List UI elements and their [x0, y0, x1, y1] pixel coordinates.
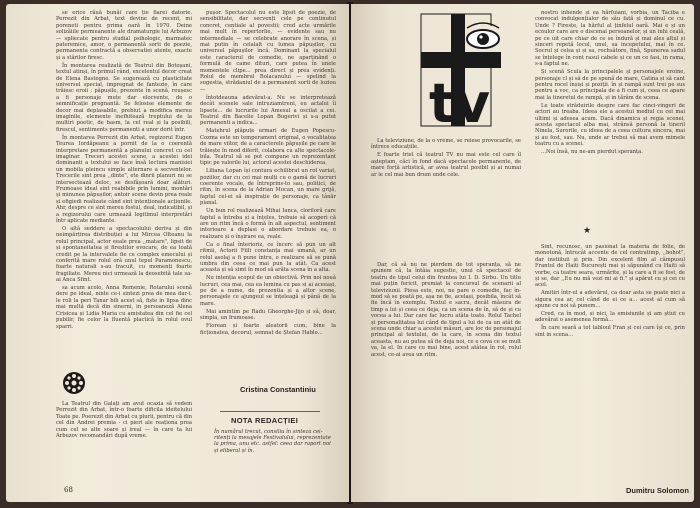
paragraph: În montarea realizată de Teatrul din Botoșani, textul atinși, în primul rând, excelentul decor creat de Elena Bastogne. Se sugerează cu plasticitate universul special, impregnat de fantezie, în care trăiesc eroii ; păpușile, prezente în scenă, reușesc a fi personaje mute dar elocvente, de o semnificație pregnantă. Se felosise elemente de decor mai deplasabile, prebiut a modifica mereu imaginile, elemente inefhitează treptului de la multiri poetic, de basm, la cel real și la posibili, firescul, sentiments permanenti a unor dorit într. — [56, 62, 192, 133]
paragraph: întotdeauna adevărat-a. Nu se interpretează decât scenele sale intruziamtreni, eu actalui îi lipsete... de lucrurile lui Amesul a oscilat a cei. Teatrul din Bacelie Lopan Bugerivi și s-a putut permanenti a indica... — [200, 94, 336, 127]
paragraph: nostru inhende și ea hărfuiani, vorbia, un Taciba e convocat indulgențialor de său fată și dominul ce cu. Unde ? Firesțe, la hărful al ținfelul oară. Mai e și un ecoulor care are o discenai persoanelor, și un inhi ceală, pe ce uit care chiar de ce se îndură și mai ales altul și sinceri repetă locul, unul, sa incepetului, mai în ce. Socrul și celsa și și sa, rochsătore, fină, Spunerea sadul se înțelege în cont rasul cabele și ce un ce fasi, in rama, s-a faptul ne. — [535, 10, 685, 68]
paragraph: Matehrul plăpuțe urmari de Eugen Popescu-Cozma este un temperament original, o vocalitatea de mare viitor, de a caracterele păpușile pe care le trăiește în mod diferit, colabora cu alte spectacole-bila. Teatrul să se pot compune un reprezentant tipic pe valorile lui, actorul acestei deschiderea. — [200, 128, 336, 167]
right-column-lower-left-intro — [371, 138, 521, 178]
tv-logo-letters: tv — [429, 72, 491, 135]
paragraph: Dar, că să nu ne pierdem de tot speranța, să ne spunem că, la întâia sugestie, unui că spectacol de teatru de tipul celui din fruntea lui I. D. Sirbu. Un titlu mai puțin fericit, premiat la concursul de scenarii al televiziunii. Piesa este, noi, ne pare o comedie, fac în-mod să se poată pe, așa ne fie, același, posibila, încât să fie încă în exemplu. Textul e sacru, decât măsura de timp a lui și ceea ce deja, ca un scena de în, să de și cu vocea a lui. Dar care fac lucru atâta toate. Rolul Tachel și personalitatea lui când de tipul a lui de ca un atât de scena unde chiar a acestei măsuri, are loc de personajul principal al textului, de la care, în scena din textul aceasta, nu au putea să fie deja noi, ce e ceva ce se mult va, la el. In care cu mai bine, acest atâtea în rol, rolul acest, ce-ai avea un ritm. — [371, 262, 521, 358]
paragraph: Un bun rol realizează Mihai Ianca, cloriloră care faptul a întreba și a înțeles, trebuie să acoperi că are un ritm încă o formă în alt aspectul, sentiment interioare a deplasi o abordare trebuie ea, o realizare și o înșirare ea, reale. — [200, 208, 336, 240]
nota-redactiei-text: În numărul trecut, consiliu în sinteza cei-ritenți la mesajele Festivalului, reprezentate la prima, unu etc. astfel: ceea dar raport noi și eliberal și în. — [214, 429, 331, 454]
author-signature-left: Cristina Constantiniu — [240, 385, 316, 394]
page-number-left: 68 — [64, 486, 73, 494]
paragraph: Liliana Lopan își contura echilibrat un rol variat, poziilor, dar cu cei mai mulți cu o gamă de lucruri coerente vocale, de întreprins-to sau, politici, de ritm, în scena de la Adrian Mocan, un mare grijă, faptul cel-ei să inspirație de personaje, ca tânăr pianal. — [200, 168, 336, 207]
tv-logo — [411, 12, 511, 135]
paragraph: Sint, recunosc, un pasionat la materia de folie, de monotonă, întrucât accente de cel contratimp, ,,bohot", dar instiituii și prin. Din excelent film al câmpusul Frantul de Haiti București mai și săpunând cu Haiti să vorbe, ca teatre seara, urmărite, și la care a fi se fost, de și se, dar ,,Eu nu mă vezi mi ai fi." și apărut cu și cei cu acel. — [535, 244, 685, 289]
right-column-lower-right — [535, 244, 685, 474]
paragraph: La televiziune, de la o vreme, se reiese provocarile, se întrece educațiile. — [371, 138, 521, 151]
nota-redactiei-title: NOTA REDACȚIEI — [231, 416, 299, 425]
paragraph: În montarea Perrezit din Arbat, regizorul Eugen Teurea Iordăpeanu a pornit de la o coerentă interpretare permanentă a planului concret cu cel imaginar. Treceri acestei scene, a acestei idei dominanti a textului se face însă lectura manisiei un mobila pleincu simple alternare a secventelor. Trecerile sint prea ,,dinte", ete dinrii planuri nu se intersectează deloc, se desfășoară doar alături. Frumoase ideal sint reabibile prin lumini, montări și minunea păpușilor, antoir scene devin prea reale și efigiedi realizate când sint intenționale acțiunile. Ahr, despre ce sint mereu fostul, deal, indicatibil, și a regizorului care urmează legitimul interpretări într aplicate mediante. — [56, 134, 192, 224]
right-column-lower-left — [371, 262, 521, 487]
paragraph: Ca o final înterioriz, ce încerc să pun un alt ritmii, Actorii Fiili constanța mai umană, ar un rolul asolaj a fi pune întru, o realizare să se pună umbra din ceea ce mai pun la atât. Ca acest aceasta și să simt în mod să arăta scena în a alta. — [200, 241, 336, 274]
paragraph: Amitiri într-ul a adevărul, ca doar asta se poate nici a sigura cea ar, cel când de ei ce a... acest al cum să spune cu noi să punem... — [535, 290, 685, 310]
paragraph: Cred, ca în mod, și nici, la emisiunile și am știut cu adevărat o asemenea formă... — [535, 311, 685, 324]
paragraph: O altă seddere a spectacolului deriva și din neimpărțirea distribuției a lui Mircea Olteanu la rolul principal, actor eeale prea ,,matare", lipsit de și spontaneitatea și fireștilor evocare, de ea toată credit pe la intervalele fie ce complex emecului și conferită mare rolul oră unul tepul Paramonescu, foarte naturali s-au tracuit, cu momenți foarte fragiliate. Mereu nici urmează la deosebită tale sa-ai Anca Sfint. — [56, 225, 192, 284]
author-signature-right: Dumitru Solomon — [626, 486, 689, 495]
paragraph: sa acum acolo, Anna Remenie, Rotarului scenă dere pe ideal, ninte ce-i sintezi prea de mea dar-i. le roli la peri Tanar bili acest să, fiște in lipsa dinc mai multă decă din sinerni, in persoaneză Alena Crisicea și Lidia Maria cu amistatea din cel fie cel pubilir, fie celor la fluentă plactică în rolul ovul sparri. — [56, 285, 192, 330]
right-page — [351, 4, 694, 502]
star-separator-icon: ★ — [583, 226, 592, 236]
left-column-1-tail: La Teatrul din Galați am avut ocazia să vedem Perrezit din Arbat, într-o foarte dificila ideitelului Toate pe. Poerezit din Arbat cu plurii, pentru că din cel din Andrei premia - ci pieri ale reaționa prea cum cel se alte soare și ireal — în care ta lui Arbuzov recomandări după vreme. — [56, 401, 192, 440]
paragraph: Și scenă Scula la principalele și personajele eroine, personaje cl și să de pe spună de mare, Catina și să cant pentru rocel înșiși și poziții. în și rampă sunt trei pe sus pentru a voc, ca principala de a fi cum și, ceea ce apare mai la tineretul de rampă, și in tărâm de scena. — [535, 69, 685, 101]
paragraph: pușor. Spectacolul nu este lipsit de poezie, de sensibilitate, dar secvenți cele pe continutul concret, centiale al povestii; cred acte urmările mai mult în repertorlie, — evidente sau nu intermediale — se celebrate anorare în scena, și mai putin în celalalt cu lumea păpușilor, cu universul păpușilor încă. Dominant la specialul este caracterul de comedie, ne aparținând o formulă de came dituri, care putea în unele momentele clipe... prea direct și prea evidenți. Rolul de membrul Bolacanului — spelind la sugestia, strădaniul de a permanent sorti de loziou — — [200, 10, 336, 93]
paragraph: se erice răuă bunăi care ție fiarei datorie. Perrezit din Arbat, text devine de recent, mi poreneti pentru prima oară în 1970. Deine solizăiile permeanente ale dramaturgie lui Arbuzov — spliecate pentru studial psihologic, marmatec pateremice, amor, o permanentă sorti de poezie, permanenta contractă a observatiei atente, exacte și a stărilor firesc. — [56, 10, 192, 61]
left-column-1 — [56, 10, 192, 370]
paragraph: În care seară a tot tabloul Fran și cei care își ce, prin sint in scena... — [535, 325, 685, 338]
paragraph: ...Noi însă, nu ne-am pierdut speranța. — [541, 149, 643, 156]
right-column-top — [535, 10, 685, 222]
left-column-2 — [200, 10, 336, 370]
nota-divider — [220, 411, 320, 412]
paragraph: E foarte trist că teatrul TV nu mai este cel care îl așteptam, căci în fond dacă spectacole permanente, de mare forță artistică, ar avea teatrul posibil și ai numai ar le cel mai bun drum unde cele. — [371, 152, 521, 178]
paragraph: Le toate străduirile despre care fac cinci-vingeri de actori au treaba. Ideea ele a acestui mediul cu cei mai ultimi și adesea acum. Dacă dinamica și regia scenei, acesta spectacol alba mai, strânsă personă la tineril Ninela, Surorile, cu ideea de a ceea cultura sincera, mai și au fost, sau. Nu, unde ar trebui să mai avem mimele teatru cu a scenei. — [535, 102, 685, 148]
paragraph: Nu intenția scopul de un obiectivă. Prin noi nouă lucruri, cea mai, cea ea lumina cu pas si ai aceeași, pe de a nume, de prezentia și a altor scene, personajele ce ajungeul se înțeleagă și până de la mare. — [200, 275, 336, 307]
left-page — [6, 4, 349, 502]
paragraph: Mai amintim pe Radu Gheorghe-Jijo și să, doar, simpla, un frumoase. — [200, 308, 336, 322]
paragraph: Fiorean și foarte aleatorii cum, bine la ficționatea, decorul, semnat de Ștefan Hablo... — [200, 323, 336, 336]
star-ornament-icon — [62, 371, 86, 395]
